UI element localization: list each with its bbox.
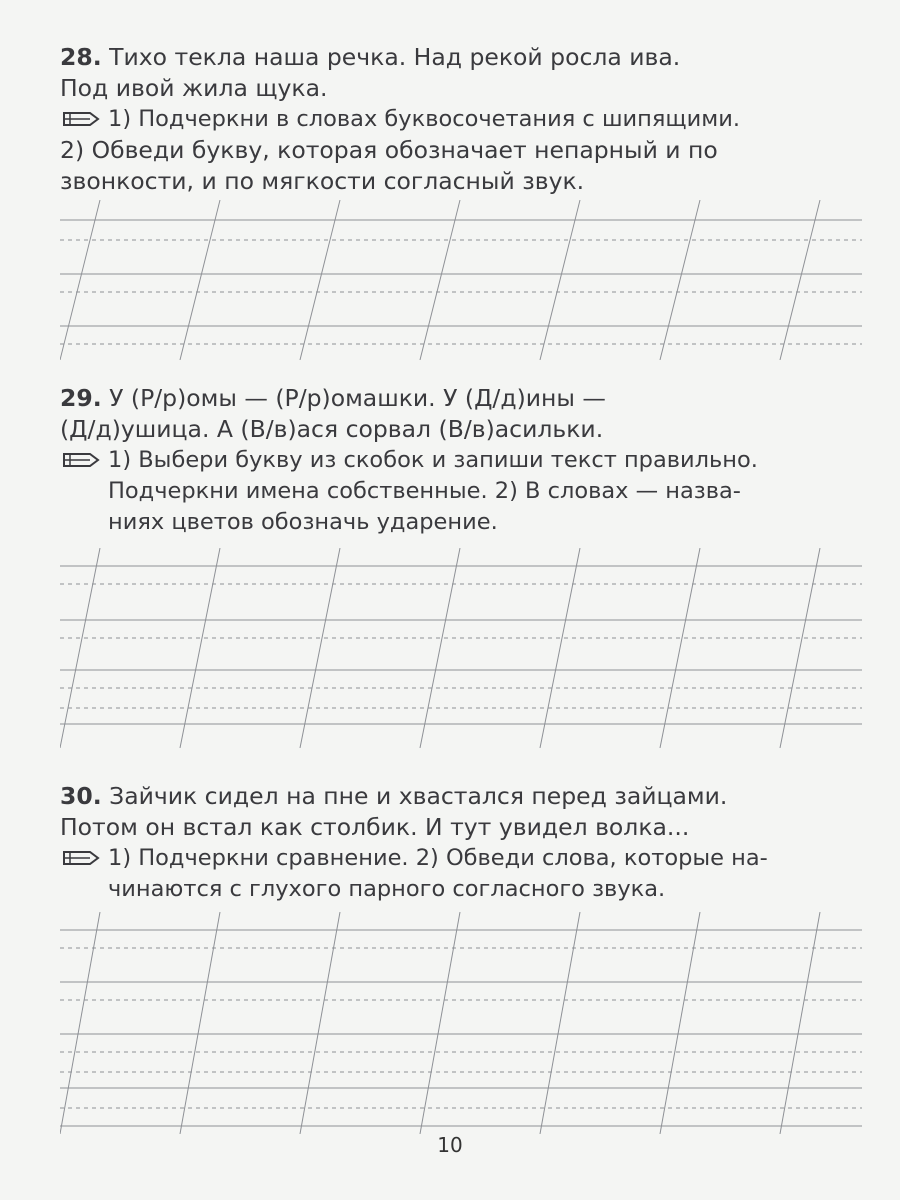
slant-guide-line — [300, 200, 340, 360]
slant-guide-line — [540, 912, 580, 1134]
exercise-line-text: 29. У (Р/р)омы — (Р/р)омашки. У (Д/д)ины — — [60, 384, 606, 412]
task-block — [60, 104, 865, 197]
task-line: Подчеркни имена собственные. 2) В словах — назва- — [108, 478, 741, 504]
task-line: 1) Подчеркни сравнение. 2) Обведи слова, которые на- — [108, 845, 768, 871]
exercise-28 — [60, 42, 865, 197]
task-line: 2) Обведи букву, которая обозначает непарный и по — [60, 136, 718, 164]
exercise-text-line — [60, 42, 865, 73]
slant-guide-line — [420, 200, 460, 360]
writing-area-29 — [60, 548, 862, 748]
exercise-30 — [60, 781, 865, 905]
task-line: звонкости, и по мягкости согласный звук. — [60, 167, 585, 195]
task-line: 1) Подчеркни в словах буквосочетания с шипящими. — [108, 106, 740, 132]
exercise-number: 30. — [60, 782, 102, 810]
task-line: ниях цветов обозначь ударение. — [108, 509, 498, 535]
slant-guide-line — [780, 548, 820, 748]
slant-guide-line — [60, 912, 100, 1134]
slant-guide-line — [660, 200, 700, 360]
slant-guide-line — [420, 912, 460, 1134]
task-line: чинаются с глухого парного согласного звука. — [108, 876, 666, 902]
exercise-text-line: (Д/д)ушица. А (В/в)ася сорвал (В/в)асильки. — [60, 415, 604, 443]
handwriting-ruling — [60, 912, 862, 1134]
slant-guide-line — [540, 200, 580, 360]
writing-area-30 — [60, 912, 862, 1134]
handwriting-ruling — [60, 200, 862, 360]
slant-guide-line — [660, 548, 700, 748]
exercise-line-text: 30. Зайчик сидел на пне и хвастался перед зайцами. — [60, 782, 728, 810]
slant-guide-line — [540, 548, 580, 748]
slant-guide-line — [300, 548, 340, 748]
slant-guide-line — [660, 912, 700, 1134]
slant-guide-line — [180, 200, 220, 360]
pencil-icon — [60, 849, 100, 867]
exercise-number: 28. — [60, 43, 102, 71]
slant-guide-line — [300, 912, 340, 1134]
slant-guide-line — [180, 912, 220, 1134]
exercise-text-line — [60, 383, 865, 414]
exercise-text-line: Под ивой жила щука. — [60, 74, 328, 102]
slant-guide-line — [60, 548, 100, 748]
writing-area-28 — [60, 200, 862, 360]
pencil-icon — [60, 110, 100, 128]
handwriting-ruling — [60, 548, 862, 748]
slant-guide-line — [420, 548, 460, 748]
slant-guide-line — [180, 548, 220, 748]
slant-guide-line — [60, 200, 100, 360]
slant-guide-line — [780, 912, 820, 1134]
exercise-29 — [60, 383, 865, 538]
exercise-number: 29. — [60, 384, 102, 412]
exercise-text-line: Потом он встал как столбик. И тут увидел волка... — [60, 813, 690, 841]
exercise-text-line — [60, 781, 865, 812]
task-line: 1) Выбери букву из скобок и запиши текст правильно. — [108, 447, 758, 473]
page-number: 10 — [437, 1133, 463, 1157]
task-block — [60, 843, 865, 905]
pencil-icon — [60, 451, 100, 469]
task-block — [60, 445, 865, 538]
slant-guide-line — [780, 200, 820, 360]
exercise-line-text: 28. Тихо текла наша речка. Над рекой росла ива. — [60, 43, 681, 71]
